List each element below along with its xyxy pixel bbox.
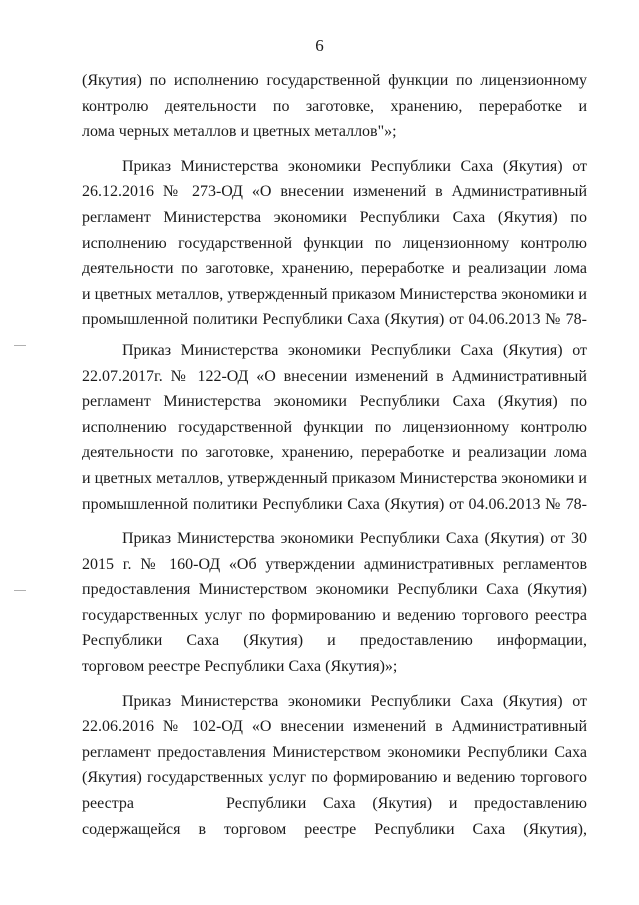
text-line: государственных услуг по формированию и ведению торгового реестра (82, 606, 587, 624)
text-line: регламент Министерства экономики Республики Саха (Якутия) по (82, 208, 587, 226)
text-line: торговом реестре Республики Саха (Якутия)»; (82, 658, 398, 676)
text-line: Приказ Министерства экономики Республики Саха (Якутия) от (122, 692, 587, 710)
text-line: 26.12.2016 № 273-ОД «О внесении изменений в Административный (82, 183, 587, 201)
page-number: 6 (315, 36, 324, 55)
text-line: Приказ Министерства экономики Республики Саха (Якутия) от (122, 157, 587, 175)
text-line: Республики Саха (Якутия) и предоставлению информации, (82, 632, 587, 650)
text-line: промышленной политики Республики Саха (Якутия) от 04.06.2013 № 78- (82, 495, 587, 513)
paragraph-order-102 (82, 689, 587, 843)
text-line: лома черных металлов и цветных металлов"»; (82, 123, 397, 141)
document-body (82, 68, 587, 842)
margin-mark (14, 590, 26, 591)
text-fragment: Республики Саха (Якутия) и предоставлению (226, 795, 587, 813)
text-line-split (82, 791, 587, 817)
text-line: исполнению государственной функции по лицензионному контролю (82, 418, 587, 436)
text-line: деятельности по заготовке, хранению, переработке и реализации лома (82, 260, 587, 278)
paragraph-continuation (82, 68, 587, 145)
text-fragment: реестра (82, 795, 134, 813)
text-line: промышленной политики Республики Саха (Якутия) от 04.06.2013 № 78- (82, 311, 587, 329)
text-line: регламент Министерства экономики Республики Саха (Якутия) по (82, 393, 587, 411)
paragraph-order-122 (82, 338, 587, 517)
text-line: и цветных металлов, утвержденный приказом Министерства экономики и (82, 285, 587, 303)
text-line: и цветных металлов, утвержденный приказом Министерства экономики и (82, 469, 587, 487)
text-line: контролю деятельности по заготовке, хранению, переработке и (82, 97, 587, 115)
text-line: Приказ Министерства экономики Республики Саха (Якутия) от 30 (122, 530, 587, 548)
text-line: регламент предоставления Министерством экономики Республики Саха (82, 743, 587, 761)
text-line: Приказ Министерства экономики Республики Саха (Якутия) от (122, 341, 587, 359)
paragraph-order-273 (82, 154, 587, 333)
text-line: 22.07.2017г. № 122-ОД «О внесении изменений в Административный (82, 367, 587, 385)
margin-mark (14, 345, 26, 346)
text-line: 22.06.2016 № 102-ОД «О внесении изменений в Административный (82, 718, 587, 736)
text-line: предоставления Министерством экономики Республики Саха (Якутия) (82, 581, 587, 599)
text-line: 2015 г. № 160-ОД «Об утверждении административных регламентов (82, 555, 587, 573)
paragraph-order-160 (82, 526, 587, 680)
text-line: содержащейся в торговом реестре Республики Саха (Якутия), (82, 820, 587, 838)
text-line: исполнению государственной функции по лицензионному контролю (82, 234, 587, 252)
text-line: деятельности по заготовке, хранению, переработке и реализации лома (82, 444, 587, 462)
text-line: (Якутия) по исполнению государственной функции по лицензионному (82, 72, 587, 89)
text-line: (Якутия) государственных услуг по формированию и ведению торгового (82, 769, 587, 787)
